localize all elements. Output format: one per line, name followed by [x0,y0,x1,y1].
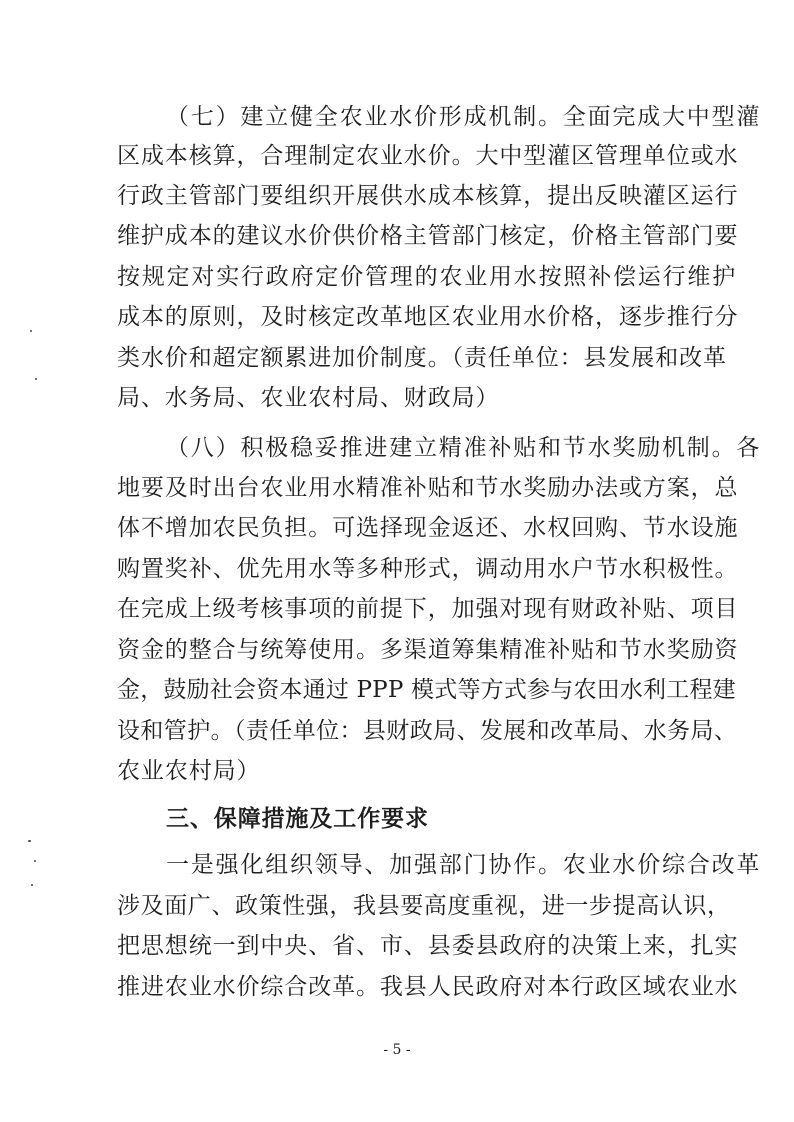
text-line: 类水价和超定额累进加价制度。（责任单位：县发展和改革 [117,345,727,371]
page-number: - 5 - [383,1042,411,1058]
text-line: 农业农村局） [117,758,261,784]
scan-speck [34,860,36,862]
text-line: 一是强化组织领导、加强部门协作。农业水价综合改革 [166,852,762,878]
scan-speck [31,884,33,886]
text-line: 局、水务局、农业农村局、财政局） [117,385,500,411]
scan-speck [35,378,37,380]
scan-speck [30,330,32,332]
text-line: （八）积极稳妥推进建立精准补贴和节水奖励机制。各 [166,435,762,461]
text-line: 体不增加农民负担。可选择现金返还、水权回购、节水设施 [117,515,739,541]
scan-speck [28,840,31,842]
text-line: 资金的整合与统筹使用。多渠道筹集精准补贴和节水奖励资 [117,637,739,663]
text-line: 把思想统一到中央、省、市、县委县政府的决策上来，扎实 [117,933,739,959]
text-line: 在完成上级考核事项的前提下，加强对现有财政补贴、项目 [117,596,739,622]
text-line: 涉及面广、政策性强，我县要高度重视，进一步提高认识， [117,893,731,919]
text-line: 地要及时出台农业用水精准补贴和节水奖励办法或方案，总 [117,475,739,501]
text-line: 设和管护。（责任单位：县财政局、发展和改革局、水务局、 [117,718,738,744]
text-line: 推进农业水价综合改革。我县人民政府对本行政区域农业水 [117,974,739,1000]
text-line: （七）建立健全农业水价形成机制。全面完成大中型灌 [166,104,762,130]
text-line: 维护成本的建议水价供价格主管部门核定，价格主管部门要 [117,223,739,249]
text-line: 区成本核算，合理制定农业水价。大中型灌区管理单位或水 [117,143,739,169]
text-line: 购置奖补、优先用水等多种形式，调动用水户节水积极性。 [117,556,739,582]
section-heading: 三、保障措施及工作要求 [166,806,429,832]
text-line: 成本的原则，及时核定改革地区农业用水价格，逐步推行分 [117,304,739,330]
text-line: 行政主管部门要组织开展供水成本核算，提出反映灌区运行 [117,183,739,209]
text-line: 按规定对实行政府定价管理的农业用水按照补偿运行维护 [117,264,737,290]
text-line: 金，鼓励社会资本通过 PPP 模式等方式参与农田水利工程建 [117,677,736,703]
